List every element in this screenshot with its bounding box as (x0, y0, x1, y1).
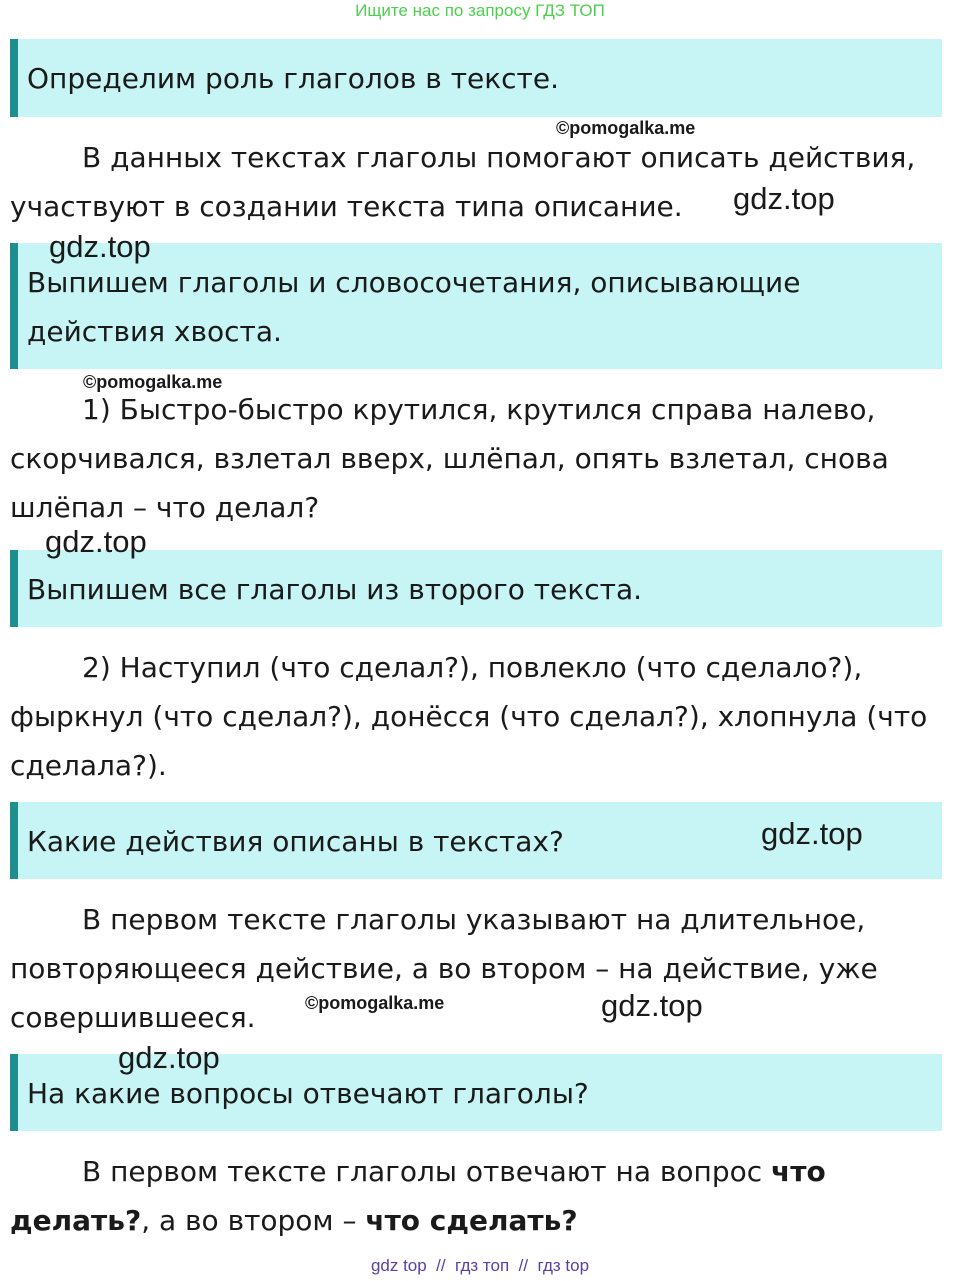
answer-paragraph-4 (10, 895, 955, 1042)
answer-text-3: 2) Наступил (что сделал?), повлекло (что сделало?), фыркнул (что сделал?), донёсся (что сделал?), хлопнула (что сделала?). (10, 651, 928, 782)
question-text-5: На какие вопросы отвечают глаголы? (27, 1077, 589, 1110)
answer-paragraph-5 (10, 1147, 955, 1245)
answer-text-4: В первом тексте глаголы указывают на длительное, повторяющееся действие, а во втором – на действие, уже совершившееся. (10, 903, 878, 1034)
answer-text-1: В данных текстах глаголы помогают описать действия, участвуют в создании текста типа описание. (10, 141, 916, 223)
question-box-1 (10, 39, 942, 117)
gdz-watermark: gdz.top (49, 229, 151, 264)
pomogalka-watermark: ©pomogalka.me (305, 993, 445, 1013)
gdz-watermark: gdz.top (118, 1040, 220, 1075)
answer-text-5a: В первом тексте глаголы отвечают на вопрос (82, 1155, 772, 1188)
pomogalka-watermark: ©pomogalka.me (83, 372, 223, 392)
answer-text-5b: , а во втором – (141, 1204, 366, 1237)
question-text-4: Какие действия описаны в текстах? (27, 825, 564, 858)
answer-paragraph-2 (10, 385, 955, 532)
answer-bold-5a: что делать? (10, 1155, 826, 1237)
answer-paragraph-3 (10, 643, 955, 790)
question-text-3: Выпишем все глаголы из второго текста. (27, 573, 643, 606)
answer-text-2: 1) Быстро-быстро крутился, крутился справа налево, скорчивался, взлетал вверх, шлёпал, опять взлетал, снова шлёпал – что делал? (10, 393, 889, 524)
question-text-1: Определим роль глаголов в тексте. (27, 62, 559, 95)
pomogalka-watermark: ©pomogalka.me (556, 118, 696, 138)
gdz-watermark: gdz.top (45, 524, 147, 559)
footer: gdz top // гдз топ // гдз top (370, 1256, 590, 1275)
gdz-watermark: gdz.top (733, 181, 835, 216)
gdz-watermark: gdz.top (601, 988, 703, 1023)
question-box-3 (10, 550, 942, 627)
top-banner: Ищите нас по запросу ГДЗ ТОП (355, 1, 605, 20)
question-text-2: Выпишем глаголы и словосочетания, описывающие действия хвоста. (27, 266, 801, 348)
gdz-watermark: gdz.top (761, 816, 863, 851)
answer-bold-5b: что сделать? (365, 1204, 578, 1237)
